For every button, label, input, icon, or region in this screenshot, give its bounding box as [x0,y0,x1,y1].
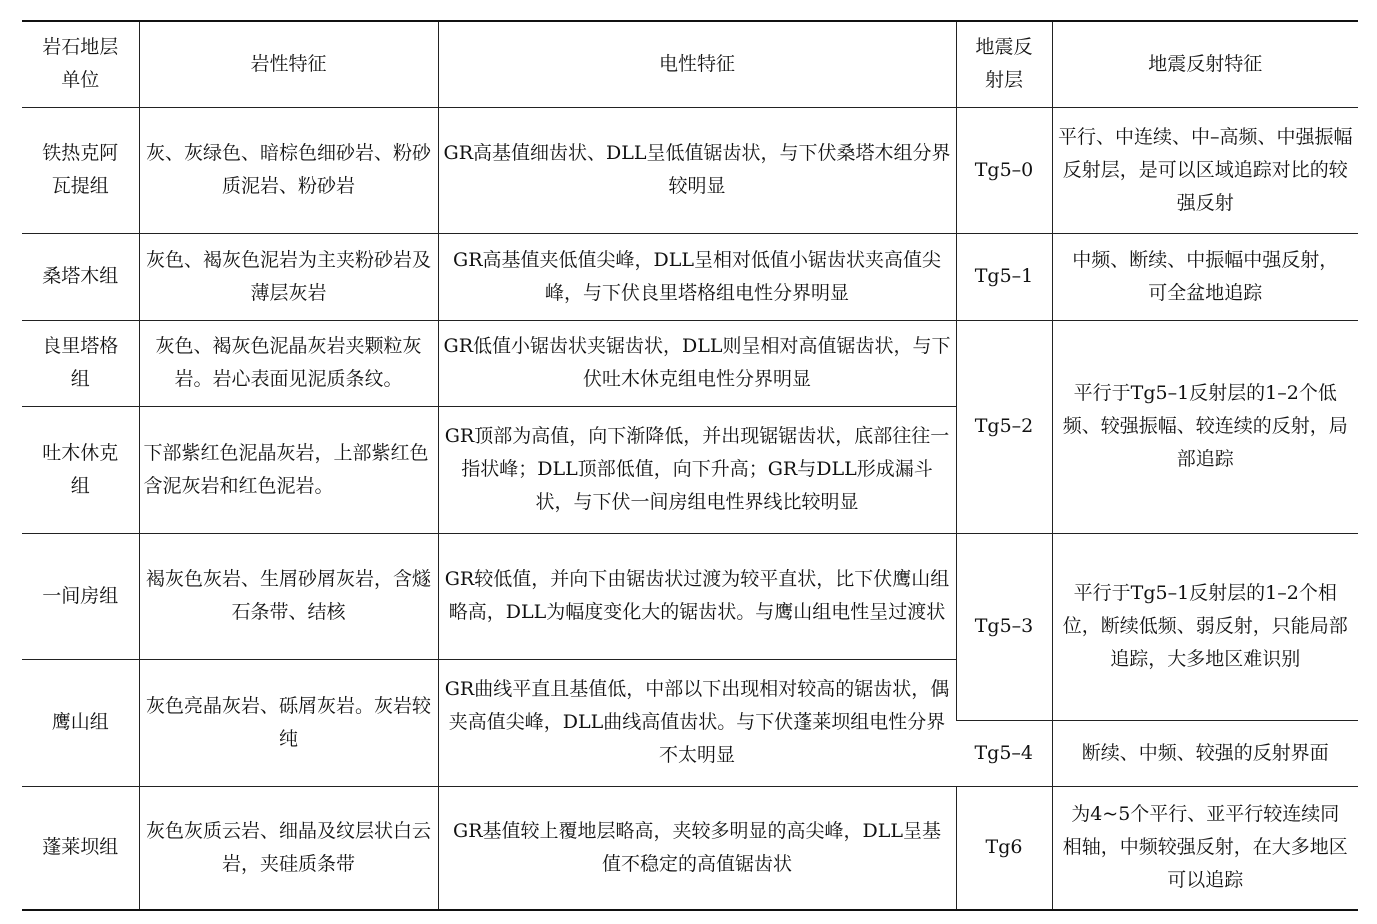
cell-seismic-features: 为4~5个平行、亚平行较连续同相轴，中频较强反射，在大多地区可以追踪 [1052,786,1358,910]
cell-seismic-layer: Tg5–2 [956,320,1052,533]
cell-lithology: 下部紫红色泥晶灰岩，上部紫红色含泥灰岩和红色泥岩。 [139,406,438,533]
cell-lithology: 灰色亮晶灰岩、砾屑灰岩。灰岩较纯 [139,659,438,786]
cell-seismic-layer: Tg5–1 [956,233,1052,320]
header-row [22,21,1358,107]
cell-lithology: 灰色灰质云岩、细晶及纹层状白云岩，夹硅质条带 [139,786,438,910]
cell-unit: 桑塔木组 [22,233,139,320]
cell-unit: 铁热克阿瓦提组 [22,107,139,233]
cell-electrical: GR基值较上覆地层略高，夹较多明显的高尖峰，DLL呈基值不稳定的高值锯齿状 [438,786,956,910]
cell-seismic-features: 平行于Tg5–1反射层的1–2个相位，断续低频、弱反射，只能局部追踪，大多地区难识别 [1052,533,1358,720]
cell-lithology: 灰、灰绿色、暗棕色细砂岩、粉砂质泥岩、粉砂岩 [139,107,438,233]
header-seismic-features: 地震反射特征 [1052,21,1358,107]
table-row [22,107,1358,233]
cell-electrical: GR曲线平直且基值低，中部以下出现相对较高的锯齿状，偶夹高值尖峰，DLL曲线高值齿状。与下伏蓬莱坝组电性分界不太明显 [438,659,956,786]
cell-unit: 一间房组 [22,533,139,659]
cell-seismic-features: 平行、中连续、中–高频、中强振幅反射层，是可以区域追踪对比的较强反射 [1052,107,1358,233]
cell-seismic-layer: Tg5–0 [956,107,1052,233]
cell-seismic-layer: Tg6 [956,786,1052,910]
cell-seismic-layer: Tg5–3 [956,533,1052,720]
cell-electrical: GR顶部为高值，向下渐降低，并出现锯锯齿状，底部往往一指状峰；DLL顶部低值，向下升高；GR与DLL形成漏斗状，与下伏一间房组电性界线比较明显 [438,406,956,533]
cell-lithology: 褐灰色灰岩、生屑砂屑灰岩，含燧石条带、结核 [139,533,438,659]
header-electrical: 电性特征 [438,21,956,107]
header-unit: 岩石地层单位 [22,21,139,107]
cell-seismic-features: 中频、断续、中振幅中强反射，可全盆地追踪 [1052,233,1358,320]
cell-unit: 鹰山组 [22,659,139,786]
cell-unit: 吐木休克组 [22,406,139,533]
cell-electrical: GR高基值细齿状、DLL呈低值锯齿状，与下伏桑塔木组分界较明显 [438,107,956,233]
cell-seismic-features: 平行于Tg5–1反射层的1–2个低频、较强振幅、较连续的反射，局部追踪 [1052,320,1358,533]
cell-seismic-layer: Tg5–4 [956,720,1052,786]
cell-seismic-features: 断续、中频、较强的反射界面 [1052,720,1358,786]
cell-electrical: GR高基值夹低值尖峰，DLL呈相对低值小锯齿状夹高值尖峰，与下伏良里塔格组电性分界明显 [438,233,956,320]
cell-unit: 蓬莱坝组 [22,786,139,910]
cell-lithology: 灰色、褐灰色泥晶灰岩夹颗粒灰岩。岩心表面见泥质条纹。 [139,320,438,406]
cell-electrical: GR较低值，并向下由锯齿状过渡为较平直状，比下伏鹰山组略高，DLL为幅度变化大的锯齿状。与鹰山组电性呈过渡状 [438,533,956,659]
table-row [22,786,1358,910]
cell-lithology: 灰色、褐灰色泥岩为主夹粉砂岩及薄层灰岩 [139,233,438,320]
header-seismic-layer: 地震反射层 [956,21,1052,107]
cell-unit: 良里塔格组 [22,320,139,406]
table-row [22,320,1358,406]
strata-table [22,20,1358,911]
table-row [22,533,1358,659]
header-lithology: 岩性特征 [139,21,438,107]
cell-electrical: GR低值小锯齿状夹锯齿状，DLL则呈相对高值锯齿状，与下伏吐木休克组电性分界明显 [438,320,956,406]
table-row [22,233,1358,320]
